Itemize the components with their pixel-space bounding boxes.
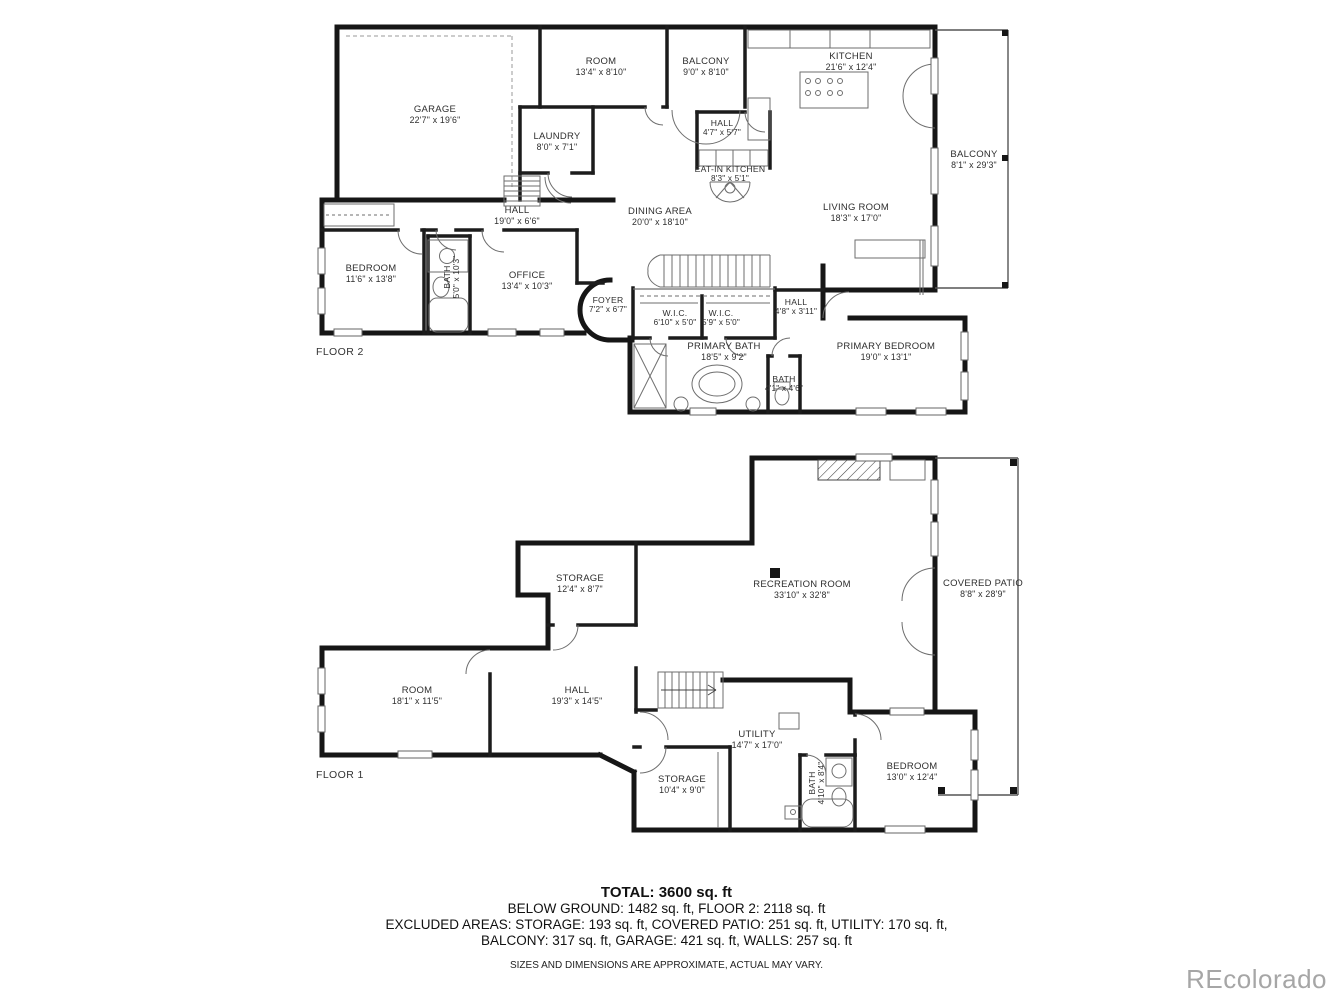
room-name: PRIMARY BATH bbox=[687, 341, 761, 353]
room-name: BEDROOM bbox=[886, 761, 938, 773]
room-dims: 10'4" x 9'0" bbox=[659, 785, 705, 796]
room-dims: 18'5" x 9'2" bbox=[701, 352, 747, 363]
rec-room-post bbox=[770, 568, 780, 578]
floor2-room-label-laundry bbox=[534, 131, 581, 153]
floor1-room-label-covered-patio bbox=[943, 578, 1023, 600]
total-area-text: TOTAL: 3600 sq. ft bbox=[600, 884, 733, 901]
floor1-windows bbox=[318, 454, 978, 833]
room-name: GARAGE bbox=[413, 104, 457, 116]
room-dims: 8'8" x 28'9" bbox=[960, 589, 1006, 600]
room-name: HALL bbox=[710, 118, 734, 129]
room-name: UTILITY bbox=[738, 729, 776, 741]
room-dims: 8'1" x 29'3" bbox=[951, 160, 997, 171]
floor2-room-label-bedroom bbox=[346, 263, 397, 285]
room-dims: 13'4" x 8'10" bbox=[575, 67, 627, 78]
room-name: LIVING ROOM bbox=[822, 202, 890, 214]
floor1-label: FLOOR 1 bbox=[316, 769, 364, 781]
floor2-room-label-hall-small bbox=[703, 118, 741, 138]
floor2-room-label-bath-small bbox=[765, 374, 803, 394]
room-name: STORAGE bbox=[555, 573, 605, 585]
room-dims: 9'0" x 8'10" bbox=[683, 67, 729, 78]
room-dims: 20'0" x 18'10" bbox=[632, 217, 688, 228]
room-dims: 7'2" x 6'7" bbox=[589, 305, 627, 315]
room-name: BATH bbox=[807, 771, 818, 795]
room-name: FOYER bbox=[592, 295, 624, 306]
disclaimer-text: SIZES AND DIMENSIONS ARE APPROXIMATE, ACTUAL MAY VARY. bbox=[509, 960, 824, 971]
room-dims: 4'8" x 3'11" bbox=[774, 307, 818, 317]
floor2-room-label-bath bbox=[442, 256, 462, 299]
floor2-room-label-wic-2 bbox=[702, 308, 740, 328]
floor2-room-label-hall-primary bbox=[775, 297, 817, 317]
floor1-room-label-recreation-room bbox=[753, 579, 851, 601]
floor2-room-label-balcony-top bbox=[682, 56, 729, 78]
room-name: W.I.C. bbox=[708, 308, 734, 319]
room-dims: 19'0" x 6'6" bbox=[494, 216, 540, 227]
recolorado-watermark: REcolorado bbox=[1186, 964, 1327, 994]
room-dims: 14'7" x 17'0" bbox=[731, 740, 783, 751]
floor2-room-label-balcony-right bbox=[950, 149, 997, 171]
floor1-room-label-hall bbox=[552, 685, 603, 707]
room-name: HALL bbox=[564, 685, 590, 697]
room-dims: 11'6" x 13'8" bbox=[345, 274, 397, 285]
room-dims: 4'7" x 5'7" bbox=[703, 128, 741, 138]
room-dims: 8'3" x 5'1" bbox=[710, 174, 749, 184]
room-dims: 18'1" x 11'5" bbox=[391, 696, 443, 707]
room-dims: 21'6" x 12'4" bbox=[825, 62, 877, 73]
floor2-room-label-hall bbox=[494, 205, 540, 227]
floor1-room-label-bath bbox=[807, 762, 827, 805]
floor2-room-label-eat-in-kitchen bbox=[695, 164, 766, 184]
room-name: BALCONY bbox=[682, 56, 730, 68]
floor2-room-label-wic-1 bbox=[654, 308, 697, 328]
room-name: ROOM bbox=[585, 56, 617, 68]
room-name: COVERED PATIO bbox=[943, 578, 1023, 590]
room-name: DINING AREA bbox=[628, 206, 692, 218]
floor2-room-label-kitchen bbox=[826, 51, 877, 73]
floor2-room-label-room bbox=[576, 56, 627, 78]
floor1-room-label-storage-12 bbox=[556, 573, 604, 595]
room-name: BEDROOM bbox=[345, 263, 397, 275]
room-name: BATH bbox=[772, 374, 796, 385]
room-dims: 5'0" x 10'3" bbox=[452, 255, 462, 299]
room-dims: 33'10" x 32'8" bbox=[774, 590, 830, 601]
room-name: KITCHEN bbox=[829, 51, 873, 63]
room-name: HALL bbox=[504, 205, 530, 217]
room-name: ROOM bbox=[401, 685, 433, 697]
floor2-room-label-living-room bbox=[823, 202, 889, 224]
room-dims: 19'3" x 14'5" bbox=[551, 696, 603, 707]
room-dims: 22'7" x 19'6" bbox=[409, 115, 461, 126]
floor2-room-label-primary-bedroom bbox=[837, 341, 935, 363]
room-dims: 19'0" x 13'1" bbox=[860, 352, 912, 363]
room-name: RECREATION ROOM bbox=[753, 579, 851, 591]
area-breakdown-line3: BALCONY: 317 sq. ft, GARAGE: 421 sq. ft, WALLS: 257 sq. ft bbox=[481, 933, 852, 948]
floor1-room-label-utility bbox=[732, 729, 783, 751]
room-name: HALL bbox=[784, 297, 808, 308]
room-name: STORAGE bbox=[657, 774, 707, 786]
floor1-room-label-storage-10 bbox=[658, 774, 706, 796]
room-dims: 5'9" x 5'0" bbox=[702, 318, 740, 328]
room-dims: 4'1" x 4'6" bbox=[765, 384, 803, 394]
floor2-room-label-primary-bath bbox=[687, 341, 760, 363]
floor2-label: FLOOR 2 bbox=[316, 346, 364, 358]
floor2-room-label-garage bbox=[410, 104, 461, 126]
room-name: W.I.C. bbox=[662, 308, 688, 319]
room-name: BALCONY bbox=[950, 149, 998, 161]
area-breakdown-line1: BELOW GROUND: 1482 sq. ft, FLOOR 2: 2118 sq. ft bbox=[507, 901, 826, 916]
room-name: EAT-IN KITCHEN bbox=[694, 164, 766, 175]
room-dims: 8'0" x 7'1" bbox=[536, 142, 578, 153]
room-dims: 18'3" x 17'0" bbox=[830, 213, 882, 224]
room-dims: 13'0" x 12'4" bbox=[886, 772, 938, 783]
floor1-room-label-bedroom bbox=[887, 761, 938, 783]
room-dims: 6'10" x 5'0" bbox=[653, 318, 697, 328]
room-name: LAUNDRY bbox=[533, 131, 581, 143]
room-dims: 13'4" x 10'3" bbox=[501, 281, 553, 292]
floor1-walls bbox=[322, 458, 975, 830]
floor2-room-label-office bbox=[502, 270, 553, 292]
room-dims: 12'4" x 8'7" bbox=[557, 584, 603, 595]
floor2-room-label-foyer bbox=[589, 295, 627, 315]
floor2-balcony-ticks bbox=[1002, 30, 1008, 288]
room-name: OFFICE bbox=[508, 270, 546, 282]
room-name: PRIMARY BEDROOM bbox=[836, 341, 936, 353]
area-breakdown-line2: EXCLUDED AREAS: STORAGE: 193 sq. ft, COVERED PATIO: 251 sq. ft, UTILITY: 170 sq. ft, bbox=[385, 917, 948, 932]
room-name: BATH bbox=[442, 265, 453, 289]
floor1-room-label-room bbox=[392, 685, 442, 707]
floor2-room-label-dining-area bbox=[628, 206, 692, 228]
area-summary bbox=[0, 884, 1333, 972]
room-dims: 4'10" x 8'4" bbox=[817, 761, 827, 805]
